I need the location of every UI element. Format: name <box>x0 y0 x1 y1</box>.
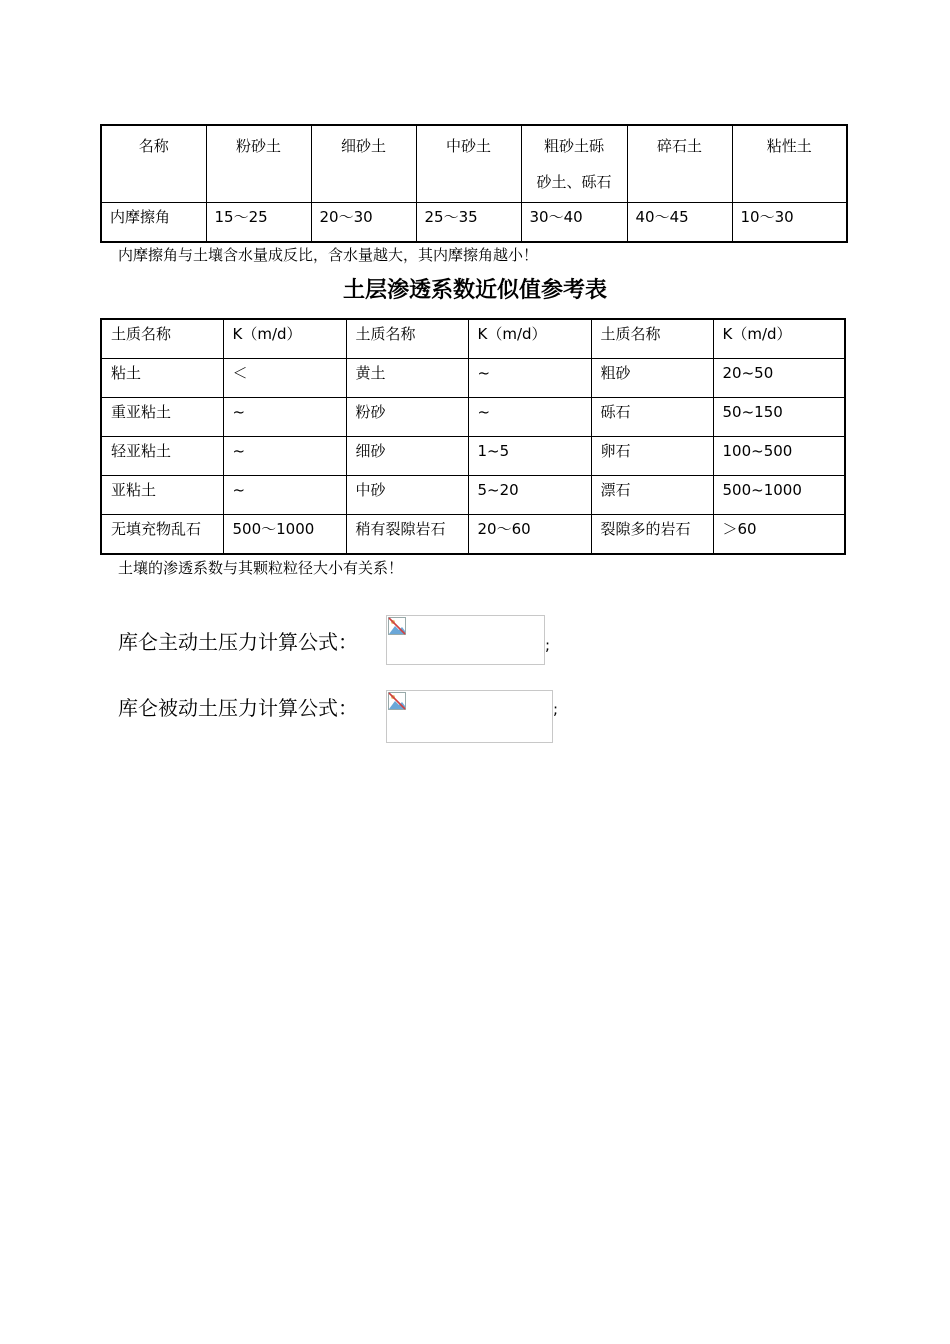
table-cell: 轻亚粘土 <box>101 437 223 476</box>
table-cell: 碎石土 <box>627 125 732 203</box>
table-cell: 粗砂 <box>591 359 713 398</box>
table-cell: 卵石 <box>591 437 713 476</box>
table-cell: 黄土 <box>346 359 468 398</box>
table-cell: 20～30 <box>311 203 416 243</box>
table-cell: K（m/d） <box>223 319 346 359</box>
table-cell: 稍有裂隙岩石 <box>346 515 468 555</box>
table-cell: 粗砂土砾 砂土、砾石 <box>521 125 627 203</box>
permeability-table <box>100 318 846 555</box>
table-cell: 20～60 <box>468 515 591 555</box>
table-cell: 砾石 <box>591 398 713 437</box>
table-cell: 土质名称 <box>101 319 223 359</box>
table-cell: ~ <box>223 398 346 437</box>
table-cell: 名称 <box>101 125 206 203</box>
friction-angle-table <box>100 124 848 243</box>
formula-terminator: ; <box>553 700 559 718</box>
table-cell: ~ <box>468 359 591 398</box>
table-cell: 30～40 <box>521 203 627 243</box>
table-row <box>101 437 845 476</box>
passive-formula-image <box>386 690 553 743</box>
active-formula-image <box>386 615 545 665</box>
permeability-note: 土壤的渗透系数与其颗粒粒径大小有关系！ <box>118 559 404 577</box>
table-cell: ＞60 <box>713 515 845 555</box>
table-cell: ＜ <box>223 359 346 398</box>
table-cell: 细砂土 <box>311 125 416 203</box>
table-cell: 1~5 <box>468 437 591 476</box>
table-cell: K（m/d） <box>468 319 591 359</box>
table-cell: 重亚粘土 <box>101 398 223 437</box>
table-cell: 粘性土 <box>732 125 847 203</box>
table-row <box>101 398 845 437</box>
table-cell: 25～35 <box>416 203 521 243</box>
broken-image-icon <box>388 692 406 710</box>
table-cell: 土质名称 <box>346 319 468 359</box>
table-cell: ~ <box>223 476 346 515</box>
friction-note: 内摩擦角与土壤含水量成反比，含水量越大，其内摩擦角越小！ <box>118 246 539 264</box>
table-cell: 粘土 <box>101 359 223 398</box>
table-cell: 500～1000 <box>223 515 346 555</box>
table-cell: 亚粘土 <box>101 476 223 515</box>
permeability-table-title: 土层渗透系数近似值参考表 <box>342 277 607 302</box>
table-cell: 无填充物乱石 <box>101 515 223 555</box>
table-cell: 10～30 <box>732 203 847 243</box>
table-cell: 20~50 <box>713 359 845 398</box>
table-cell: 中砂 <box>346 476 468 515</box>
table-cell: ~ <box>223 437 346 476</box>
table-row <box>101 515 845 555</box>
table-cell: 100~500 <box>713 437 845 476</box>
table-cell: 40～45 <box>627 203 732 243</box>
table-cell: 5~20 <box>468 476 591 515</box>
passive-pressure-formula-label: 库仑被动土压力计算公式： <box>118 696 358 720</box>
table-cell: 土质名称 <box>591 319 713 359</box>
active-pressure-formula-label: 库仑主动土压力计算公式： <box>118 630 358 654</box>
table-cell: ~ <box>468 398 591 437</box>
table-cell: 粉砂土 <box>206 125 311 203</box>
table-row <box>101 476 845 515</box>
formula-terminator: ; <box>545 636 551 654</box>
table-cell: 中砂土 <box>416 125 521 203</box>
broken-image-icon <box>388 617 406 635</box>
table-cell: 裂隙多的岩石 <box>591 515 713 555</box>
table-cell: 细砂 <box>346 437 468 476</box>
table-cell: 500~1000 <box>713 476 845 515</box>
table-cell: 粉砂 <box>346 398 468 437</box>
table-row <box>101 359 845 398</box>
table-cell: 内摩擦角 <box>101 203 206 243</box>
table-cell: 15～25 <box>206 203 311 243</box>
table-cell: 50~150 <box>713 398 845 437</box>
table-header-row <box>101 125 847 203</box>
table-header-row <box>101 319 845 359</box>
table-cell: K（m/d） <box>713 319 845 359</box>
table-row <box>101 203 847 243</box>
table-cell: 漂石 <box>591 476 713 515</box>
